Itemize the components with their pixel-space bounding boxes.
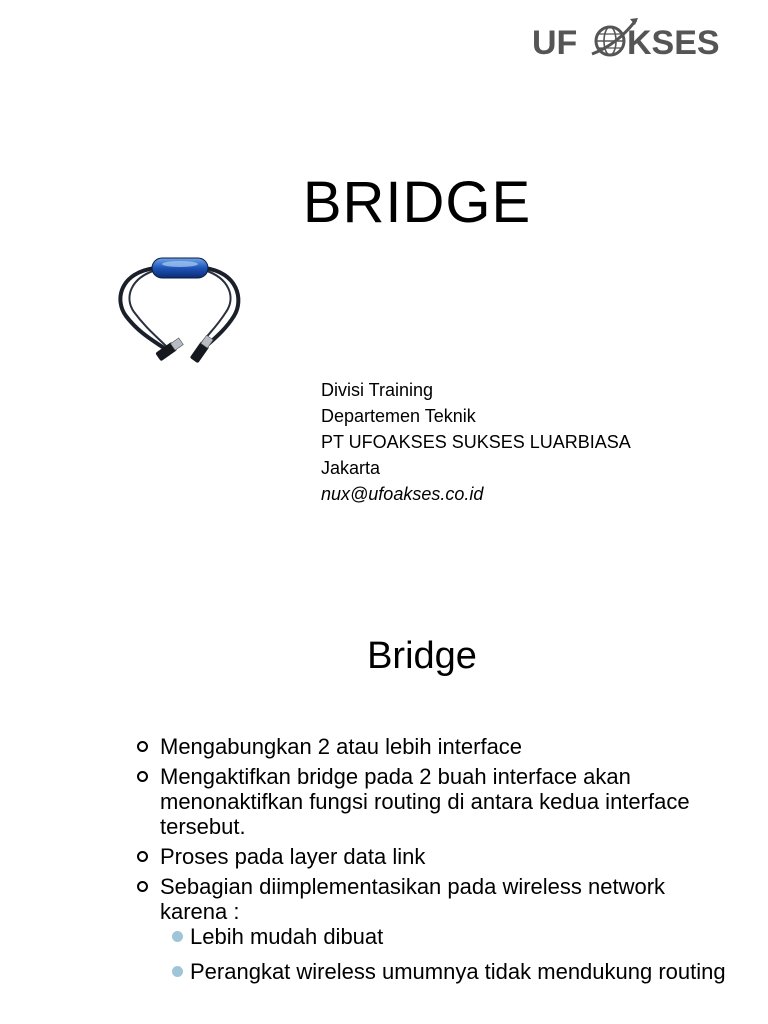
bullet-list (132, 734, 732, 994)
ring-bullet-icon (137, 881, 148, 892)
dot-bullet-icon (172, 966, 183, 977)
list-item-text: Mengabungkan 2 atau lebih interface (160, 734, 523, 759)
svg-text:KSES: KSES (627, 24, 720, 62)
list-item (132, 874, 732, 984)
list-item-text: Proses pada layer data link (160, 844, 426, 869)
usb-bridge-cable-image (112, 250, 246, 374)
slide-title: BRIDGE (302, 170, 532, 235)
info-line: Divisi Training (321, 380, 434, 400)
info-line: Jakarta (321, 458, 381, 478)
author-info (321, 377, 631, 507)
ring-bullet-icon (137, 741, 148, 752)
list-item (132, 764, 732, 839)
sub-list-item-text: Perangkat wireless umumnya tidak mendukung routing (190, 959, 726, 984)
sub-list-item-text: Lebih mudah dibuat (190, 924, 384, 949)
sub-list-item (160, 924, 732, 949)
list-item (132, 844, 732, 869)
ufoakses-logo (532, 14, 754, 64)
info-line: PT UFOAKSES SUKSES LUARBIASA (321, 432, 631, 452)
list-item-text: Mengaktifkan bridge pada 2 buah interface akan menonaktifkan fungsi routing di antara kedua interface tersebut. (160, 764, 690, 839)
sub-bullet-list (160, 924, 732, 984)
dot-bullet-icon (172, 931, 183, 942)
list-item-text: Sebagian diimplementasikan pada wireless network karena : (160, 874, 666, 924)
sub-list-item (160, 959, 732, 984)
section-title: Bridge (367, 635, 477, 677)
svg-text:UF: UF (532, 24, 578, 62)
ring-bullet-icon (137, 851, 148, 862)
ring-bullet-icon (137, 771, 148, 782)
list-item (132, 734, 732, 759)
email-link[interactable]: nux@ufoakses.co.id (321, 484, 484, 504)
info-line: Departemen Teknik (321, 406, 476, 426)
